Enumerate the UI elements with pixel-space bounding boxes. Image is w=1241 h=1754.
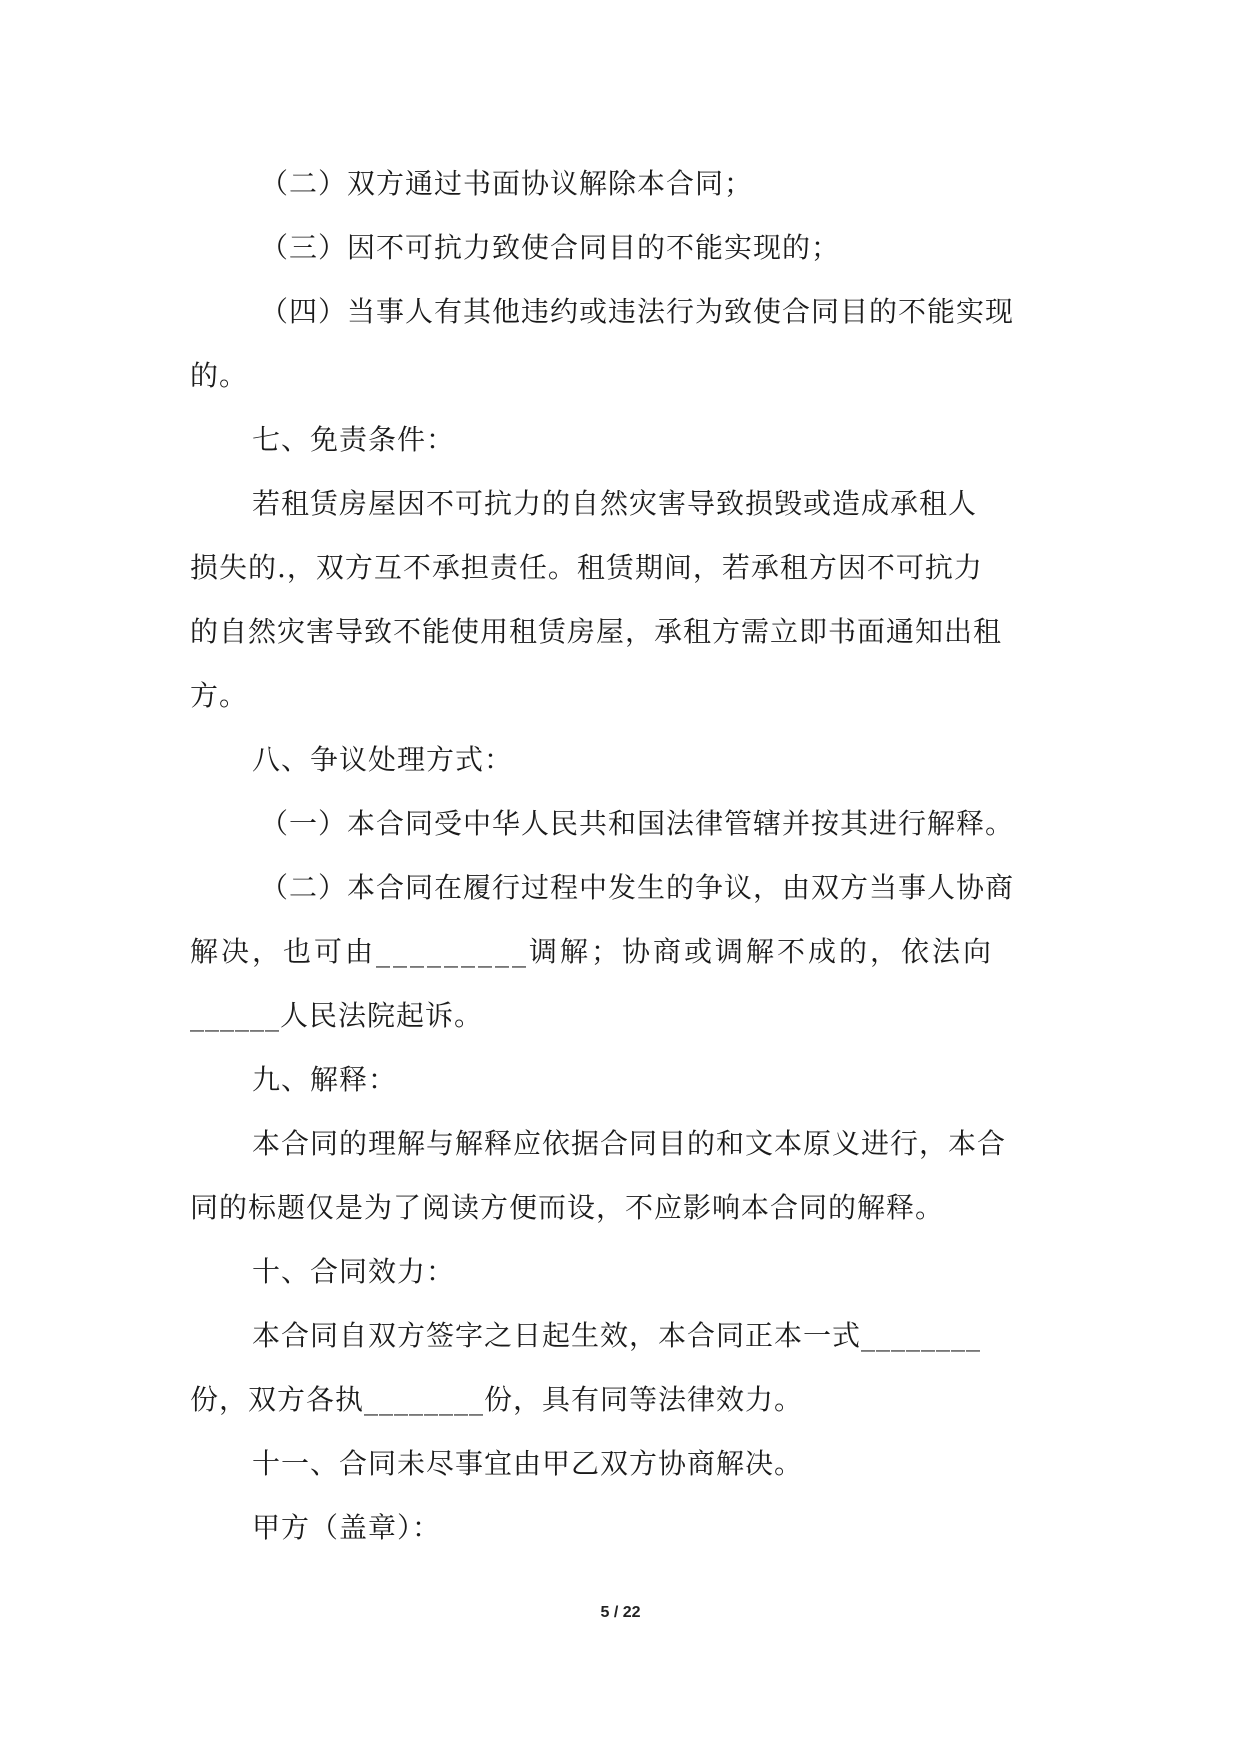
clause-line: （三）因不可抗力致使合同目的不能实现的； (260, 231, 841, 264)
paragraph-line: 本合同的理解与解释应依据合同目的和文本原义进行，本合 (252, 1127, 1007, 1160)
clause-line: （四）当事人有其他违约或违法行为致使合同目的不能实现 (260, 295, 1015, 328)
paragraph-line: 同的标题仅是为了阅读方便而设，不应影响本合同的解释。 (190, 1191, 945, 1224)
section-heading: 十一、合同未尽事宜由甲乙双方协商解决。 (252, 1447, 804, 1480)
section-heading: 八、争议处理方式： (252, 743, 514, 776)
clause-line: （一）本合同受中华人民共和国法律管辖并按其进行解释。 (260, 807, 1015, 840)
paragraph-line: 本合同自双方签字之日起生效，本合同正本一式________ (252, 1319, 982, 1352)
clause-line: （二）双方通过书面协议解除本合同； (260, 167, 754, 200)
clause-line: （二）本合同在履行过程中发生的争议，由双方当事人协商 (260, 871, 1015, 904)
clause-line: ______人民法院起诉。 (190, 999, 484, 1032)
paragraph-line: 方。 (190, 679, 249, 712)
paragraph-line: 若租赁房屋因不可抗力的自然灾害导致损毁或造成承租人 (252, 487, 978, 520)
paragraph-line: 的自然灾害导致不能使用租赁房屋，承租方需立即书面通知出租 (190, 615, 1003, 648)
clause-line: 解决，也可由_________调解；协商或调解不成的，依法向 (190, 935, 995, 968)
section-heading: 九、解释： (252, 1063, 398, 1096)
section-heading: 七、免责条件： (252, 423, 456, 456)
paragraph-line: 份，双方各执________份，具有同等法律效力。 (190, 1383, 804, 1416)
signature-label: 甲方（盖章）： (252, 1511, 442, 1544)
clause-line: 的。 (190, 359, 249, 392)
paragraph-line: 损失的.，双方互不承担责任。租赁期间，若承租方因不可抗力 (190, 551, 983, 584)
section-heading: 十、合同效力： (252, 1255, 456, 1288)
page-number: 5 / 22 (600, 1604, 641, 1621)
